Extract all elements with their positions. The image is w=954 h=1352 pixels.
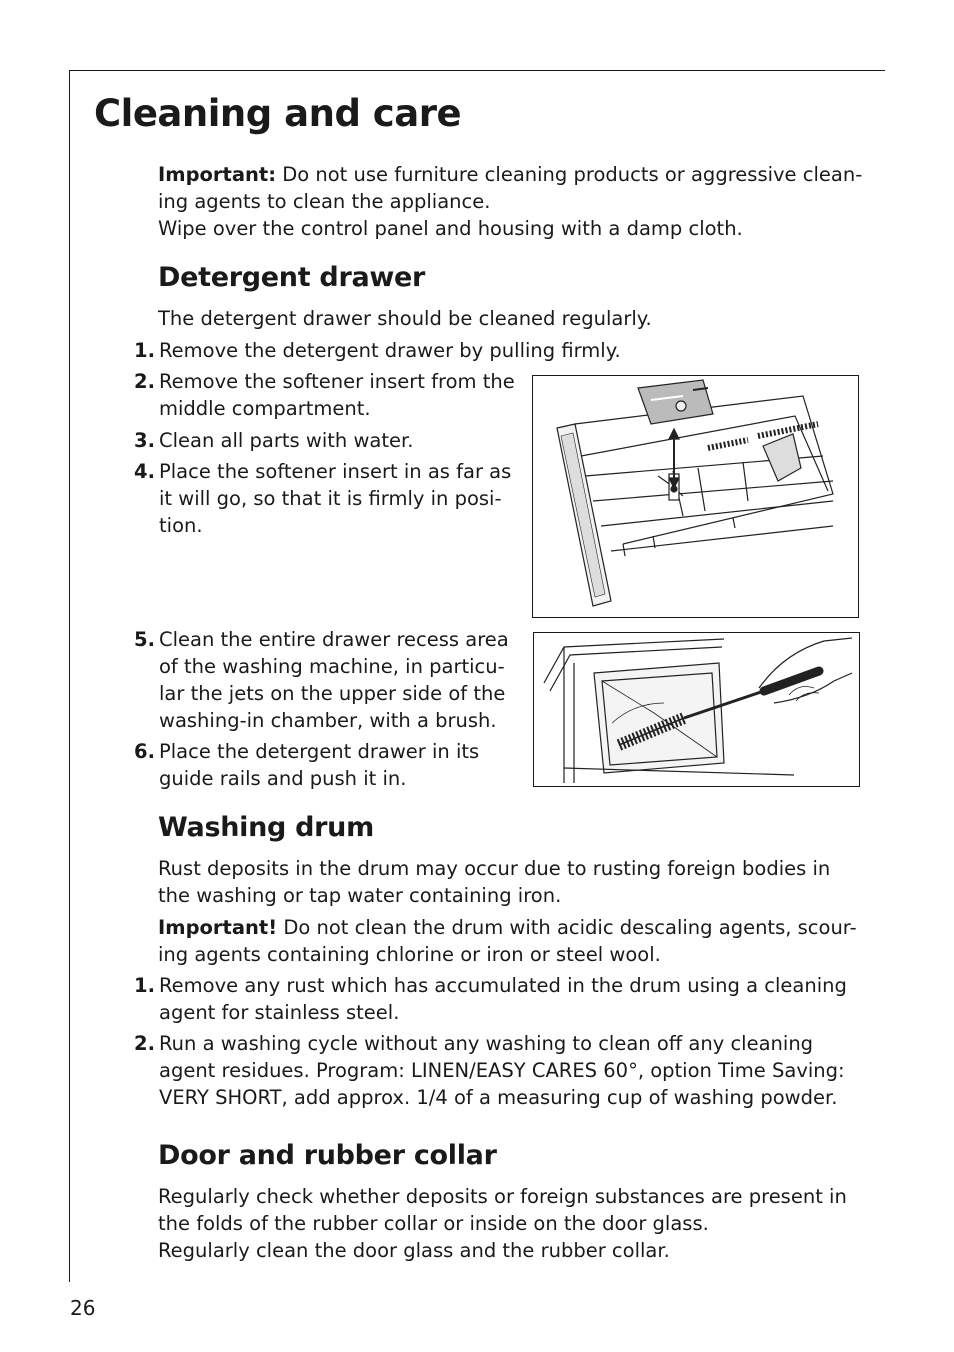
washing-drum-para1-line2: the washing or tap water containing iron. xyxy=(158,884,562,907)
top-rule xyxy=(69,70,885,71)
detergent-step-1: 1. Remove the detergent drawer by pulling firmly. xyxy=(134,339,621,362)
door-collar-line3: Regularly clean the door glass and the rubber collar. xyxy=(158,1239,670,1262)
intro-line-1: Important: Do not use furniture cleaning products or aggressive clean- xyxy=(158,163,863,186)
detergent-drawer-intro: The detergent drawer should be cleaned regularly. xyxy=(158,307,652,330)
washing-drum-para2-line2: ing agents containing chlorine or iron or steel wool. xyxy=(158,943,661,966)
detergent-step-3: 3. Clean all parts with water. xyxy=(134,429,414,452)
drawer-recess-illustration xyxy=(533,632,860,787)
detergent-step-5: 5. Clean the entire drawer recess area of the washing machine, in particu- lar the jets on the upper side of the washing-in chamber, with a brush. xyxy=(134,628,509,732)
detergent-drawer-illustration xyxy=(532,375,859,618)
left-rule xyxy=(69,70,70,1282)
detergent-step-6: 6. Place the detergent drawer in its guide rails and push it in. xyxy=(134,740,480,790)
drawer-drawing xyxy=(533,376,858,617)
important-label: Important: xyxy=(158,163,277,186)
drum-step-2: 2. Run a washing cycle without any washing to clean off any cleaning agent residues. Program: LINEN/EASY CARES 60°, option Time Saving: VERY SHORT, add approx. 1/4 of a measuring cup of washing powder. xyxy=(134,1032,845,1109)
drum-step-1: 1. Remove any rust which has accumulated in the drum using a cleaning agent for stainless steel. xyxy=(134,974,847,1024)
section-heading-door-collar: Door and rubber collar xyxy=(158,1140,497,1171)
intro-line-2: ing agents to clean the appliance. xyxy=(158,190,491,213)
detergent-step-2: 2. Remove the softener insert from the middle compartment. xyxy=(134,370,515,420)
door-collar-line1: Regularly check whether deposits or foreign substances are present in xyxy=(158,1185,847,1208)
page-number: 26 xyxy=(70,1296,96,1320)
door-collar-line2: the folds of the rubber collar or inside on the door glass. xyxy=(158,1212,709,1235)
washing-drum-para1-line1: Rust deposits in the drum may occur due to rusting foreign bodies in xyxy=(158,857,831,880)
detergent-step-4: 4. Place the softener insert in as far as it will go, so that it is firmly in posi- tion. xyxy=(134,460,512,537)
washing-drum-para2-line1: Important! Do not clean the drum with acidic descaling agents, scour- xyxy=(158,916,857,939)
important-label-2: Important! xyxy=(158,916,278,939)
intro-line-3: Wipe over the control panel and housing with a damp cloth. xyxy=(158,217,743,240)
section-heading-washing-drum: Washing drum xyxy=(158,812,374,843)
page-title: Cleaning and care xyxy=(94,92,462,135)
section-heading-detergent-drawer: Detergent drawer xyxy=(158,262,426,293)
recess-drawing xyxy=(534,633,859,786)
